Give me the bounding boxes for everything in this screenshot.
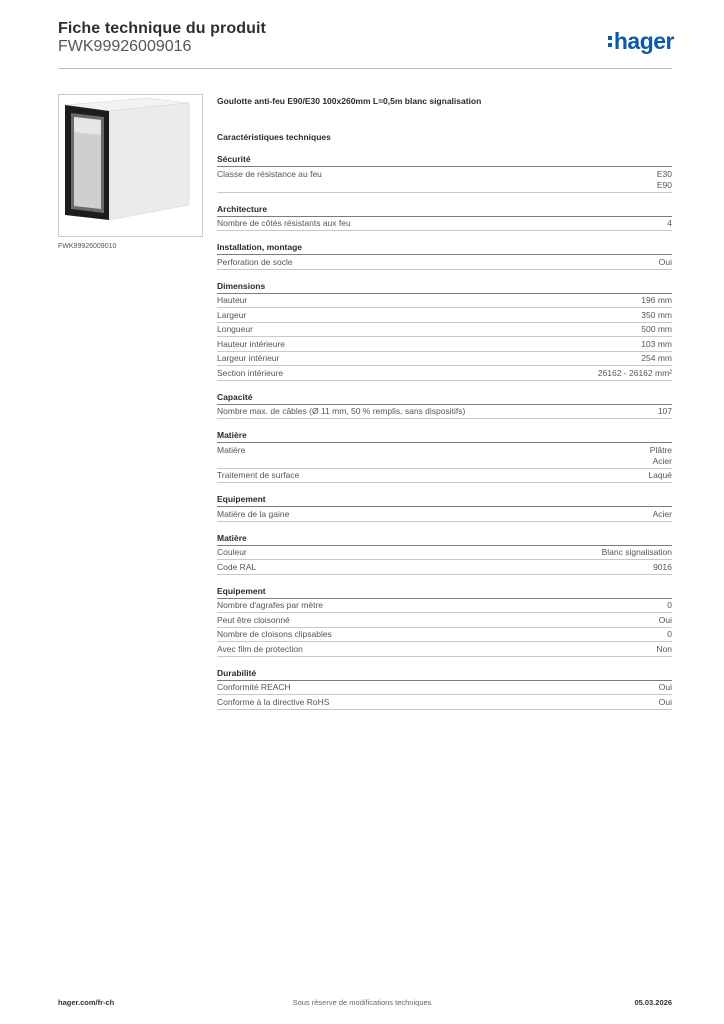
spec-value <box>667 218 672 229</box>
spec-value <box>653 509 672 520</box>
spec-section <box>217 241 672 270</box>
spec-value-line: Blanc signalisation <box>601 547 672 557</box>
spec-row <box>217 308 672 323</box>
spec-value <box>658 406 672 417</box>
spec-value <box>598 368 672 379</box>
spec-label: Conforme à la directive RoHS <box>217 696 330 707</box>
spec-value <box>667 600 672 611</box>
spec-label: Nombre d'agrafes par mètre <box>217 600 324 610</box>
spec-label: Nombre de cloisons clipsables <box>217 629 332 639</box>
spec-section <box>217 585 672 657</box>
spec-label: Section intérieure <box>217 367 284 378</box>
spec-value-line: 254 mm <box>641 353 672 363</box>
spec-value-line: Oui <box>658 682 672 692</box>
spec-section <box>217 203 672 232</box>
spec-value-line: Plâtre <box>649 444 672 455</box>
spec-value <box>641 339 672 350</box>
spec-label: Traitement de surface <box>217 470 300 480</box>
spec-value-line: Oui <box>658 614 672 625</box>
spec-value <box>650 445 672 467</box>
product-reference: FWK99926009016 <box>58 38 192 55</box>
spec-row <box>217 628 672 643</box>
spec-value-line: 350 mm <box>641 309 672 320</box>
spec-row <box>217 642 672 657</box>
spec-label: Longueur <box>217 324 253 334</box>
spec-section <box>217 153 672 193</box>
spec-label: Matière <box>217 444 246 455</box>
spec-section <box>217 667 672 710</box>
logo-colon-icon <box>608 34 613 48</box>
spec-value-line: Acier <box>652 508 672 519</box>
spec-value <box>641 310 672 321</box>
spec-value <box>659 697 672 708</box>
spec-label: Largeur intérieur <box>217 353 280 363</box>
spec-section <box>217 493 672 522</box>
spec-label: Classe de résistance au feu <box>217 168 322 179</box>
spec-value-line: 500 mm <box>641 324 672 334</box>
section-title: Installation, montage <box>217 241 672 255</box>
spec-section <box>217 391 672 420</box>
spec-value-line: E30 <box>656 168 672 179</box>
spec-row <box>217 294 672 309</box>
spec-value-line: Laqué <box>648 470 672 480</box>
section-title: Equipement <box>217 493 672 507</box>
product-image <box>58 94 203 237</box>
spec-value <box>641 353 672 364</box>
spec-row <box>217 599 672 614</box>
section-title: Equipement <box>217 585 672 599</box>
header-divider <box>58 68 672 69</box>
spec-value-line: 4 <box>667 218 672 228</box>
spec-column <box>217 96 672 720</box>
spec-row <box>217 323 672 338</box>
spec-label: Peut être cloisonné <box>217 614 290 625</box>
section-title: Capacité <box>217 391 672 405</box>
spec-value-line: 26162 - 26162 mm² <box>597 367 672 378</box>
spec-row <box>217 695 672 710</box>
spec-label: Perforation de socle <box>217 256 293 267</box>
spec-label: Nombre max. de câbles (Ø 11 mm, 50 % remplis, sans dispositifs) <box>217 406 466 416</box>
spec-label: Conformité REACH <box>217 682 291 692</box>
spec-label: Avec film de protection <box>217 643 303 654</box>
section-title: Matière <box>217 532 672 546</box>
spec-row <box>217 469 672 484</box>
spec-row <box>217 352 672 367</box>
section-title: Dimensions <box>217 280 672 294</box>
spec-value <box>667 629 672 640</box>
spec-label: Matière de la gaine <box>217 508 290 519</box>
section-title: Sécurité <box>217 153 672 167</box>
spec-row <box>217 167 672 193</box>
spec-row <box>217 507 672 522</box>
footer-date: 05.03.2026 <box>634 998 672 1007</box>
page-title: Fiche technique du produit <box>58 20 266 37</box>
spec-value <box>659 257 672 268</box>
spec-section <box>217 429 672 483</box>
spec-value <box>657 169 672 191</box>
spec-row <box>217 255 672 270</box>
spec-value <box>659 615 672 626</box>
product-image-caption: FWK99926009010 <box>58 243 117 250</box>
spec-value <box>659 682 672 693</box>
section-title: Architecture <box>217 203 672 217</box>
spec-value-line: 0 <box>667 629 672 639</box>
spec-value-line: 103 mm <box>641 338 672 349</box>
hager-logo <box>608 28 674 55</box>
spec-value-line: Oui <box>658 256 672 267</box>
spec-row <box>217 613 672 628</box>
spec-sections <box>217 153 672 710</box>
spec-section <box>217 532 672 575</box>
section-title: Durabilité <box>217 667 672 681</box>
spec-value-line: Acier <box>652 455 672 466</box>
spec-section <box>217 280 672 381</box>
footer-website: hager.com/fr-ch <box>58 998 115 1007</box>
cable-duct-illustration <box>59 95 202 236</box>
spec-row <box>217 681 672 696</box>
spec-row <box>217 546 672 561</box>
spec-value <box>641 295 672 306</box>
spec-label: Hauteur intérieure <box>217 338 286 349</box>
section-title: Matière <box>217 429 672 443</box>
spec-value <box>641 324 672 335</box>
spec-label: Code RAL <box>217 561 257 572</box>
spec-row <box>217 405 672 420</box>
spec-value-line: 0 <box>667 600 672 610</box>
spec-row <box>217 560 672 575</box>
spec-label: Largeur <box>217 309 247 320</box>
product-name: Goulotte anti-feu E90/E30 100x260mm L=0,5m blanc signalisation <box>217 96 482 106</box>
spec-value <box>653 562 672 573</box>
spec-value-line: Non <box>656 643 672 654</box>
spec-label: Hauteur <box>217 295 248 305</box>
spec-value-line: 196 mm <box>641 295 672 305</box>
spec-row <box>217 337 672 352</box>
spec-row <box>217 217 672 232</box>
spec-value-line: E90 <box>656 179 672 190</box>
spec-label: Couleur <box>217 547 247 557</box>
tech-characteristics-heading: Caractéristiques techniques <box>217 132 331 142</box>
footer-disclaimer: Sous réserve de modifications techniques <box>292 998 432 1007</box>
logo-text: hager <box>613 28 674 54</box>
spec-value-line: 9016 <box>653 561 672 572</box>
spec-value <box>656 644 672 655</box>
spec-value <box>602 547 672 558</box>
spec-value-line: Oui <box>658 696 672 707</box>
spec-row <box>217 443 672 469</box>
spec-label: Nombre de côtés résistants aux feu <box>217 218 351 228</box>
spec-value-line: 107 <box>657 406 672 416</box>
spec-value <box>648 470 672 481</box>
spec-row <box>217 366 672 381</box>
